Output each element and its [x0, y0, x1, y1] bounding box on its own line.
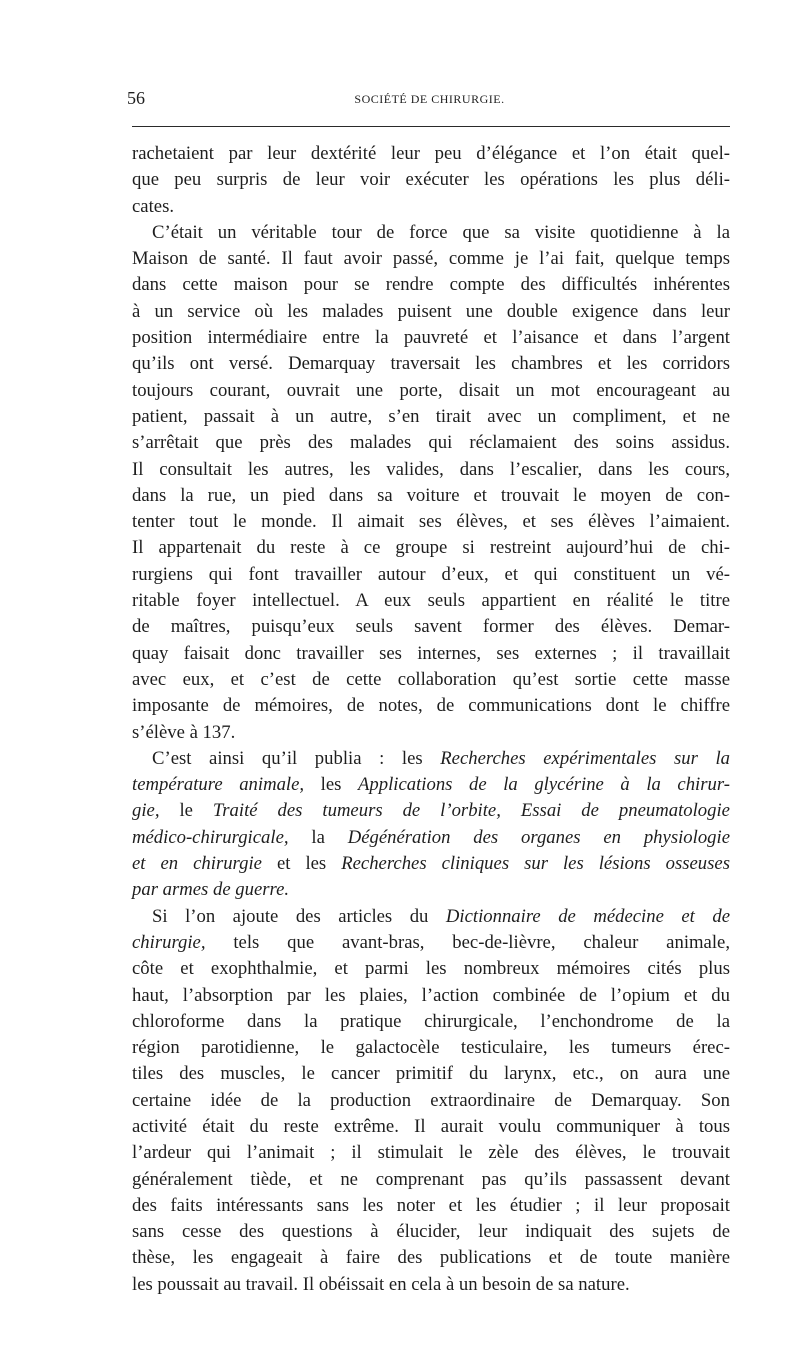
- text-run: Il appartenait du reste à ce groupe si restreint aujourd’hui de chi-: [132, 537, 730, 559]
- italic-title: Recherches expérimentales sur la: [440, 747, 730, 769]
- text-line: [132, 720, 730, 746]
- text-line: [132, 1009, 730, 1035]
- text-line: [132, 1140, 730, 1166]
- text-line: [132, 457, 730, 483]
- text-line: [132, 1035, 730, 1061]
- text-line: [132, 404, 730, 430]
- text-run: activité était du reste extrême. Il aurait voulu communiquer à tous: [132, 1115, 730, 1137]
- text-line: [132, 983, 730, 1009]
- text-line: [132, 693, 730, 719]
- text-run: rurgiens qui font travailler autour d’eux, et qui constituent un vé-: [132, 563, 730, 585]
- text-run: ritable foyer intellectuel. A eux seuls appartient en réalité le titre: [132, 590, 730, 612]
- italic-title: par armes de guerre.: [132, 879, 290, 901]
- text-run: chloroforme dans la pratique chirurgicale, l’enchondrome de la: [132, 1010, 730, 1032]
- text-run: certaine idée de la production extraordinaire de Demarquay. Son: [132, 1089, 730, 1111]
- paragraph: [132, 220, 730, 746]
- text-run: tiles des muscles, le cancer primitif du larynx, etc., on aura une: [132, 1063, 730, 1085]
- text-line: [132, 614, 730, 640]
- text-run: côte et exophthalmie, et parmi les nombreux mémoires cités plus: [132, 958, 730, 980]
- text-line: [132, 535, 730, 561]
- text-line: [132, 1272, 730, 1298]
- text-run: l’ardeur qui l’animait ; il stimulait le zèle des élèves, le trouvait: [132, 1142, 730, 1164]
- text-run: C’était un véritable tour de force que sa visite quotidienne à la: [152, 221, 730, 243]
- body-text: [132, 141, 730, 1298]
- text-run: rachetaient par leur dextérité leur peu d’élégance et l’on était quel-: [132, 143, 730, 164]
- text-run: de maîtres, puisqu’eux seuls savent former des élèves. Demar-: [132, 616, 730, 638]
- text-run: C’est ainsi qu’il publia : les: [152, 747, 441, 769]
- text-line: [132, 141, 730, 167]
- running-head: SOCIÉTÉ DE CHIRURGIE.: [354, 92, 505, 106]
- text-line: [132, 299, 730, 325]
- italic-title: chirurgie,: [132, 931, 206, 953]
- text-line: [132, 1245, 730, 1271]
- text-line: [132, 562, 730, 588]
- text-run: Il consultait les autres, les valides, dans l’escalier, dans les cours,: [132, 458, 730, 480]
- text-line: [132, 430, 730, 456]
- text-line: [132, 851, 730, 877]
- text-run: dans cette maison pour se rendre compte des difficultés inhérentes: [132, 274, 730, 296]
- italic-title: gie,: [132, 800, 160, 822]
- text-run: et les: [261, 853, 342, 875]
- text-run: position intermédiaire entre la pauvreté et l’aisance et dans l’argent: [132, 327, 730, 349]
- text-run: quay faisait donc travailler ses internes, ses externes ; il travaillait: [132, 642, 730, 664]
- italic-title: Applications de la glycérine à la chirur-: [357, 774, 730, 796]
- text-line: [132, 904, 730, 930]
- text-run: s’arrêtait que près des malades qui réclamaient des soins assidus.: [132, 432, 730, 454]
- italic-title: Recherches cliniques sur les lésions osseuses: [341, 853, 730, 875]
- paragraph: [132, 904, 730, 1298]
- text-line: [132, 167, 730, 193]
- page-header: [127, 88, 732, 114]
- text-line: [132, 1114, 730, 1140]
- text-run: cates.: [132, 195, 175, 217]
- italic-title: Traité des tumeurs de l’orbite, Essai de pneumatologie: [212, 800, 730, 822]
- text-line: [132, 746, 730, 772]
- text-line: [132, 509, 730, 535]
- page-number: 56: [127, 88, 145, 108]
- text-line: [132, 483, 730, 509]
- text-line: [132, 351, 730, 377]
- text-line: [132, 1061, 730, 1087]
- text-line: [132, 641, 730, 667]
- text-line: [132, 588, 730, 614]
- text-run: que peu surpris de leur voir exécuter les opérations les plus déli-: [132, 169, 730, 191]
- text-line: [132, 667, 730, 693]
- text-line: [132, 956, 730, 982]
- text-run: s’élève à 137.: [132, 721, 236, 743]
- text-run: Si l’on ajoute des articles du: [152, 905, 446, 927]
- text-line: [132, 378, 730, 404]
- text-run: à un service où les malades puisent une double exigence dans leur: [132, 300, 730, 322]
- text-run: la: [288, 826, 348, 848]
- italic-title: température animale,: [132, 774, 305, 796]
- text-run: thèse, les engageait à faire des publications et de toute manière: [132, 1247, 730, 1269]
- italic-title: médico-chirurgicale,: [132, 826, 289, 848]
- text-line: [132, 798, 730, 824]
- italic-title: Dégénération des organes en physiologie: [347, 826, 730, 848]
- text-line: [132, 220, 730, 246]
- text-run: qu’ils ont versé. Demarquay traversait les chambres et les corridors: [132, 353, 730, 375]
- text-line: [132, 877, 730, 903]
- text-run: toujours courant, ouvrait une porte, disait un mot encourageant au: [132, 379, 730, 401]
- italic-title: Dictionnaire de médecine et de: [445, 905, 730, 927]
- text-line: [132, 930, 730, 956]
- text-run: imposante de mémoires, de notes, de communications dont le chiffre: [132, 695, 730, 717]
- text-line: [132, 1193, 730, 1219]
- text-line: [132, 246, 730, 272]
- text-line: [132, 1219, 730, 1245]
- text-run: le: [159, 800, 213, 822]
- text-run: généralement tiède, et ne comprenant pas qu’ils passassent devant: [132, 1168, 730, 1190]
- text-line: [132, 772, 730, 798]
- text-line: [132, 325, 730, 351]
- text-run: région parotidienne, le galactocèle testiculaire, les tumeurs érec-: [132, 1037, 730, 1059]
- text-run: tels que avant-bras, bec-de-lièvre, chaleur animale,: [205, 931, 730, 953]
- text-run: sans cesse des questions à élucider, leur indiquait des sujets de: [132, 1221, 730, 1243]
- text-line: [132, 825, 730, 851]
- paragraph: [132, 746, 730, 904]
- text-run: dans la rue, un pied dans sa voiture et trouvait le moyen de con-: [132, 484, 730, 506]
- text-run: les poussait au travail. Il obéissait en cela à un besoin de sa nature.: [132, 1273, 630, 1295]
- text-run: les: [304, 774, 358, 796]
- header-rule: [132, 126, 730, 127]
- paragraph: [132, 141, 730, 220]
- text-line: [132, 1088, 730, 1114]
- text-run: haut, l’absorption par les plaies, l’action combinée de l’opium et du: [132, 984, 730, 1006]
- italic-title: et en chirurgie: [132, 853, 262, 875]
- text-run: tenter tout le monde. Il aimait ses élèves, et ses élèves l’aimaient.: [132, 511, 730, 533]
- text-run: des faits intéressants sans les noter et les étudier ; il leur proposait: [132, 1194, 730, 1216]
- text-line: [132, 194, 730, 220]
- text-line: [132, 1167, 730, 1193]
- text-run: avec eux, et c’est de cette collaboration qu’est sortie cette masse: [132, 668, 730, 690]
- text-run: patient, passait à un autre, s’en tirait avec un compliment, et ne: [132, 405, 730, 427]
- text-line: [132, 272, 730, 298]
- text-run: Maison de santé. Il faut avoir passé, comme je l’ai fait, quelque temps: [132, 248, 730, 270]
